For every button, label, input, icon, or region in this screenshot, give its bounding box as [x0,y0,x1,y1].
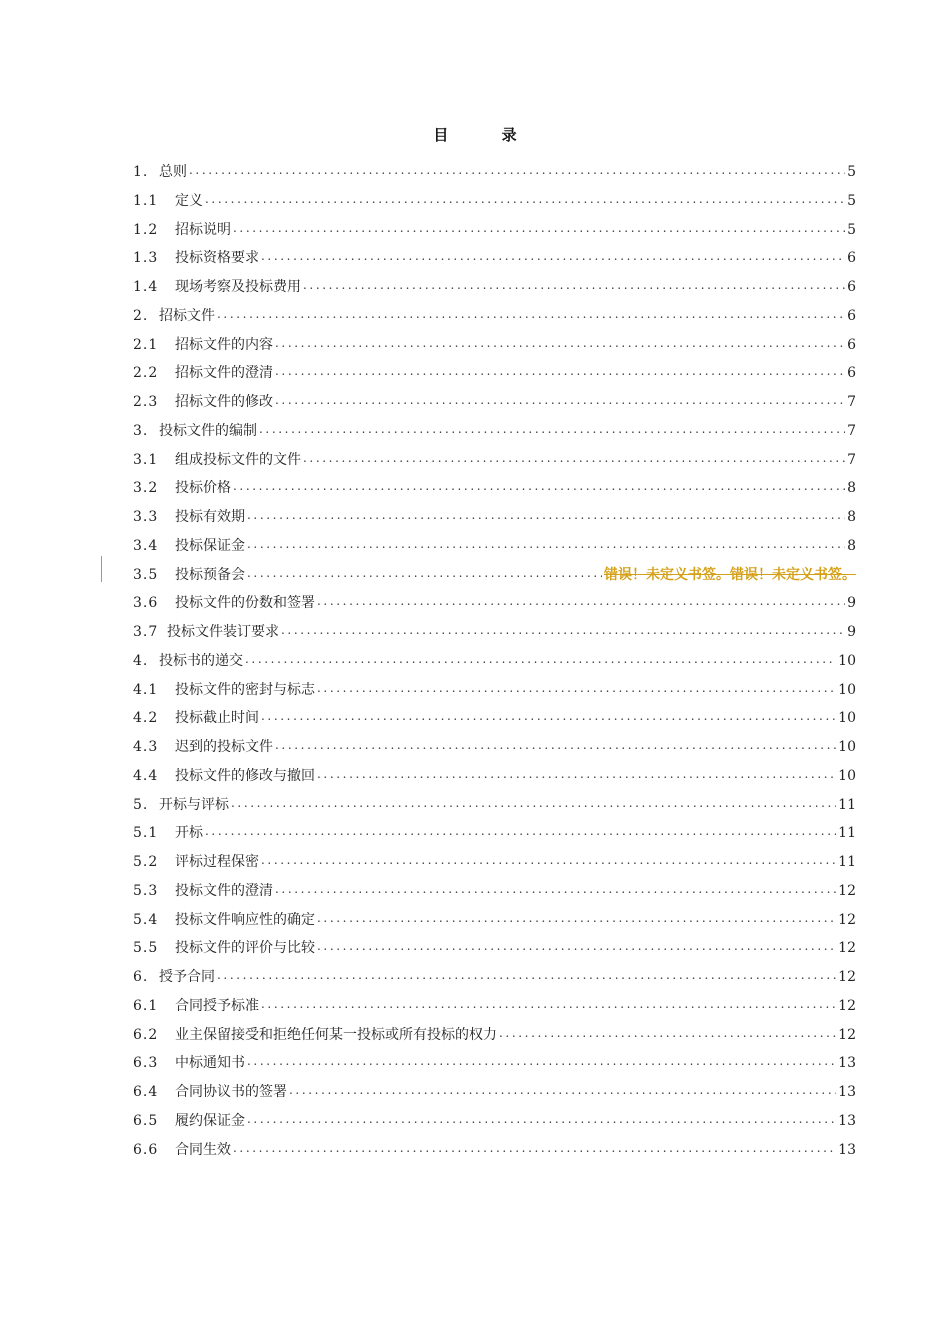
toc-entry-number: 3.1 [133,451,159,468]
toc-dot-leader [317,587,845,616]
toc-dot-leader [247,1105,836,1134]
toc-entry[interactable] [133,244,856,273]
toc-entry[interactable] [133,819,856,848]
toc-entry-label: 业主保留接受和拒绝任何某一投标或所有投标的权力 [175,1026,497,1043]
toc-entry-page-number: 6 [847,365,856,382]
toc-entry[interactable] [133,561,856,590]
toc-dot-leader [275,357,845,386]
toc-entry-number: 5.2 [133,854,159,870]
toc-entry-number: 5.5 [133,940,159,957]
toc-entry-number: 2. [133,307,149,324]
toc-entry-label: 中标通知书 [175,1055,245,1072]
toc-dot-leader [247,1047,836,1076]
toc-entry[interactable] [133,273,856,302]
toc-entry-page-number: 7 [847,394,856,410]
toc-entry-number: 1.2 [133,221,159,238]
toc-entry-number: 6.2 [133,1026,159,1043]
toc-dot-leader [317,932,836,961]
toc-entry-label: 履约保证金 [175,1112,245,1129]
toc-entry-page-number: 10 [838,739,856,755]
toc-entry[interactable] [133,934,856,963]
toc-entry-page-number: 9 [847,595,856,612]
toc-entry[interactable] [133,1136,856,1165]
toc-entry[interactable] [133,474,856,503]
toc-entry[interactable] [133,877,856,906]
toc-dot-leader [233,214,845,243]
toc-entry-label: 投标书的递交 [159,652,243,669]
toc-entry[interactable] [133,618,856,647]
toc-entry-label: 定义 [175,192,203,209]
toc-entry-number: 2.2 [133,365,159,382]
toc-entry-label: 合同授予标准 [175,997,259,1014]
toc-entry[interactable] [133,589,856,618]
table-of-contents [133,158,856,1164]
toc-entry-label: 招标说明 [175,221,231,238]
toc-entry[interactable] [133,359,856,388]
toc-entry-number: 6.6 [133,1141,159,1158]
toc-dot-leader [247,501,845,530]
toc-entry-number: 3. [133,422,149,439]
toc-entry-page-number: 12 [838,1026,856,1043]
toc-entry-label: 投标文件的澄清 [175,882,273,899]
toc-entry[interactable] [133,1078,856,1107]
toc-entry[interactable] [133,417,856,446]
toc-entry-page-number: 10 [838,652,856,669]
toc-entry-number: 1.1 [133,192,159,209]
toc-entry-label: 投标资格要求 [175,250,259,267]
toc-dot-leader [247,530,845,559]
toc-entry-label: 组成投标文件的文件 [175,451,301,468]
toc-entry-page-number: 12 [838,911,856,928]
toc-entry-label: 投标保证金 [175,537,245,554]
toc-dot-leader [205,817,836,846]
toc-entry-page-number: 12 [838,969,856,985]
toc-entry[interactable] [133,992,856,1021]
revision-change-bar [101,556,102,582]
toc-entry-number: 3.2 [133,480,159,497]
toc-entry-number: 5.4 [133,911,159,928]
toc-entry-label: 投标价格 [175,480,231,497]
toc-entry-number: 6.5 [133,1112,159,1129]
toc-entry[interactable] [133,762,856,791]
toc-entry-number: 6.4 [133,1084,159,1100]
toc-dot-leader [231,789,836,818]
toc-entry-page-number: 11 [838,796,856,813]
toc-dot-leader [303,271,845,300]
toc-dot-leader [275,386,845,415]
toc-entry-number: 4. [133,652,149,669]
toc-entry-number: 6.1 [133,997,159,1014]
toc-entry[interactable] [133,1049,856,1078]
toc-entry-page-number: 10 [838,710,856,727]
toc-entry-number: 1. [133,164,149,180]
toc-entry-label: 投标截止时间 [175,710,259,727]
toc-entry-page-number: 5 [847,164,856,180]
toc-entry-page-number: 6 [847,250,856,267]
toc-entry-label: 评标过程保密 [175,854,259,870]
toc-entry-number: 2.3 [133,394,159,410]
toc-entry-page-number: 6 [847,279,856,295]
toc-entry-number: 4.1 [133,681,159,698]
toc-entry[interactable] [133,331,856,360]
toc-entry[interactable] [133,446,856,475]
toc-entry[interactable] [133,733,856,762]
toc-entry-number: 5.3 [133,882,159,899]
toc-dot-leader [233,1134,836,1163]
toc-entry-page-number: 13 [838,1055,856,1072]
toc-entry-page-number: 6 [847,307,856,324]
toc-dot-leader [303,444,845,473]
toc-entry-number: 4.4 [133,767,159,784]
toc-entry-label: 招标文件的修改 [175,394,273,410]
toc-entry-page-number: 9 [847,624,856,640]
toc-entry-label: 现场考察及投标费用 [175,279,301,295]
toc-entry-page-number: 5 [847,221,856,238]
toc-entry-label: 投标文件的修改与撤回 [175,767,315,784]
toc-entry-page-number: 11 [838,825,856,842]
toc-entry-label: 总则 [159,164,187,180]
toc-entry-page-number: 8 [847,480,856,497]
toc-entry[interactable] [133,158,856,187]
toc-entry-page-number: 7 [847,422,856,439]
toc-entry[interactable] [133,676,856,705]
toc-dot-leader [281,616,845,645]
toc-entry-label: 投标文件的编制 [159,422,257,439]
toc-entry[interactable] [133,503,856,532]
toc-entry[interactable] [133,704,856,733]
toc-dot-leader [275,329,845,358]
toc-entry-label: 合同生效 [175,1141,231,1158]
toc-entry-label: 投标文件的份数和签署 [175,595,315,612]
toc-entry-number: 6. [133,969,149,985]
toc-entry-label: 开标与评标 [159,796,229,813]
toc-entry-number: 3.7 [133,624,159,640]
toc-entry[interactable] [133,216,856,245]
toc-dot-leader [317,760,836,789]
toc-title: 目 录 [433,126,541,144]
toc-entry[interactable] [133,1107,856,1136]
toc-dot-leader [233,472,845,501]
toc-entry-page-number: 13 [838,1112,856,1129]
toc-entry-page-number: 11 [838,854,856,870]
toc-entry-page-number: 7 [847,451,856,468]
toc-entry-number: 3.6 [133,595,159,612]
toc-entry-label: 开标 [175,825,203,842]
toc-dot-leader [217,961,836,990]
toc-entry-page-number: 6 [847,336,856,353]
toc-dot-leader [261,242,845,271]
toc-dot-leader [259,415,845,444]
toc-entry-label: 投标文件的评价与比较 [175,940,315,957]
toc-entry-page-number: 8 [847,537,856,554]
toc-entry-label: 投标文件响应性的确定 [175,911,315,928]
toc-entry[interactable] [133,906,856,935]
toc-dot-leader [261,990,836,1019]
toc-entry-page-number: 12 [838,882,856,899]
toc-entry[interactable] [133,187,856,216]
toc-entry-number: 2.1 [133,336,159,353]
toc-entry-page-number: 10 [838,767,856,784]
toc-dot-leader [261,846,836,875]
toc-entry-number: 6.3 [133,1055,159,1072]
toc-entry-label: 投标预备会 [175,566,245,583]
toc-entry[interactable] [133,388,856,417]
toc-entry[interactable] [133,963,856,992]
toc-entry-number: 5. [133,796,149,813]
toc-entry-label: 合同协议书的签署 [175,1084,287,1100]
toc-entry-label: 授予合同 [159,969,215,985]
toc-entry-number: 5.1 [133,825,159,842]
toc-entry-label: 招标文件的澄清 [175,365,273,382]
toc-entry[interactable] [133,302,856,331]
toc-entry-label: 迟到的投标文件 [175,739,273,755]
toc-entry-label: 投标文件的密封与标志 [175,681,315,698]
toc-entry[interactable] [133,791,856,820]
toc-entry-label: 招标文件的内容 [175,336,273,353]
toc-entry[interactable] [133,1021,856,1050]
toc-entry-label: 投标有效期 [175,509,245,525]
toc-entry[interactable] [133,532,856,561]
toc-entry-number: 3.4 [133,537,159,554]
toc-entry-number: 4.2 [133,710,159,727]
toc-dot-leader [289,1076,836,1105]
toc-dot-leader [317,674,836,703]
toc-entry-page-number: 13 [838,1141,856,1158]
toc-entry-page-number: 12 [838,940,856,957]
toc-dot-leader [499,1019,836,1048]
toc-entry-number: 4.3 [133,739,159,755]
toc-entry-label: 投标文件装订要求 [167,624,279,640]
toc-dot-leader [217,300,845,329]
toc-entry-number: 1.4 [133,279,159,295]
toc-entry-page-number: 5 [847,192,856,209]
toc-entry-page-number: 8 [847,509,856,525]
toc-entry-page-number: 13 [838,1084,856,1100]
toc-dot-leader [245,645,836,674]
toc-entry[interactable] [133,647,856,676]
toc-dot-leader [317,904,836,933]
toc-entry-number: 1.3 [133,250,159,267]
toc-entry-number: 3.5 [133,566,159,583]
toc-entry-number: 3.3 [133,509,159,525]
toc-bookmark-error: 错误！未定义书签。错误！未定义书签。 [604,566,856,583]
toc-dot-leader [275,731,836,760]
toc-dot-leader [247,559,602,588]
toc-dot-leader [205,185,845,214]
toc-dot-leader [189,156,845,185]
toc-entry-label: 招标文件 [159,307,215,324]
toc-entry-page-number: 12 [838,997,856,1014]
toc-dot-leader [275,875,836,904]
toc-entry-page-number: 10 [838,681,856,698]
toc-dot-leader [261,702,836,731]
toc-entry[interactable] [133,848,856,877]
